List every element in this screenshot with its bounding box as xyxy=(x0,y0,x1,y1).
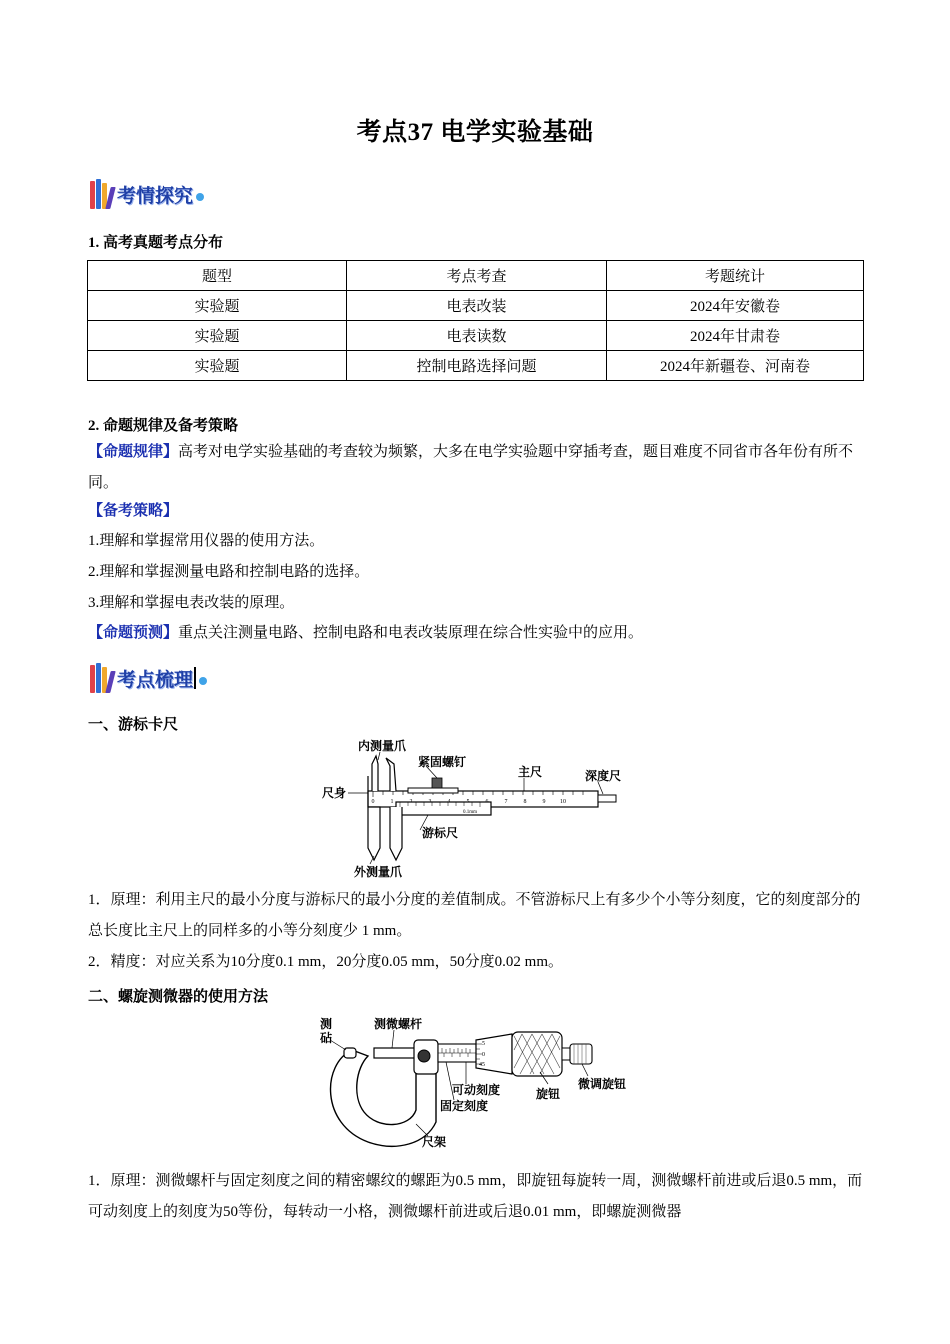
main-scale-number: 8 xyxy=(523,799,527,805)
section-heading: 2. 命题规律及备考策略 xyxy=(88,418,239,434)
section-heading: 1. 高考真题考点分布 xyxy=(88,235,224,251)
label-fine-knob: 微调旋钮 xyxy=(578,1077,627,1091)
table-cell: 2024年甘肃卷 xyxy=(607,321,864,351)
table-header-cell: 考题统计 xyxy=(607,261,864,291)
label-screw: 紧固螺钉 xyxy=(418,755,467,769)
strategy-tag-line xyxy=(88,496,866,527)
label-anvil-2: 砧 xyxy=(320,1031,333,1045)
table-header-row xyxy=(88,261,864,291)
main-scale-number: 9 xyxy=(542,799,546,805)
badge-label: 考点梳理 xyxy=(117,668,194,691)
vernier-tick-label: 0.1mm xyxy=(463,810,478,815)
table-row xyxy=(88,291,864,321)
label-spindle: 测微螺杆 xyxy=(374,1017,423,1031)
strategy-item: 1.理解和掌握常用仪器的使用方法。 xyxy=(88,533,325,549)
label-frame: 尺架 xyxy=(422,1135,447,1149)
thimble-number: 0 xyxy=(482,1052,485,1058)
section-badge-kaodian xyxy=(90,661,207,695)
rule-paragraph xyxy=(88,437,866,499)
label-body: 尺身 xyxy=(322,786,347,800)
badge-label: 考情探究 xyxy=(117,184,194,207)
section-badge-kaoqing xyxy=(90,177,204,211)
text-cursor xyxy=(194,667,196,689)
label-depth: 深度尺 xyxy=(585,769,622,783)
strategy-tag: 【备考策略】 xyxy=(88,503,179,519)
books-icon xyxy=(90,179,113,209)
section-heading: 二、螺旋测微器的使用方法 xyxy=(88,989,269,1005)
label-knob: 旋钮 xyxy=(536,1087,561,1101)
rule-text: 高考对电学实验基础的考查较为频繁，大多在电学实验题中穿插考查，题目难度不同省市各年份有所不同。 xyxy=(88,444,854,491)
label-inner-jaw: 内测量爪 xyxy=(358,739,407,753)
label-thimble-scale: 可动刻度 xyxy=(452,1083,501,1097)
caliper-precision: 2．精度：对应关系为10分度0.1 mm，20分度0.05 mm，50分度0.02 mm。 xyxy=(88,954,564,970)
main-scale-number: 7 xyxy=(504,799,508,805)
predict-paragraph xyxy=(88,618,866,649)
vernier-caliper-figure xyxy=(318,736,628,880)
table-cell: 实验题 xyxy=(88,351,347,381)
rule-tag: 【命题规律】 xyxy=(88,444,179,460)
page-title: 考点37 电学实验基础 xyxy=(356,119,594,146)
micrometer-figure xyxy=(316,1012,640,1158)
label-outer-jaw: 外测量爪 xyxy=(354,865,403,879)
table-header-cell: 考点考查 xyxy=(347,261,607,291)
table-cell: 实验题 xyxy=(88,321,347,351)
main-scale-number: 10 xyxy=(560,799,566,805)
strategy-item: 3.理解和掌握电表改装的原理。 xyxy=(88,595,295,611)
predict-text: 重点关注测量电路、控制电路和电表改装原理在综合性实验中的应用。 xyxy=(178,625,644,641)
table-cell: 2024年新疆卷、河南卷 xyxy=(607,351,864,381)
table-cell: 电表读数 xyxy=(347,321,607,351)
table-row xyxy=(88,321,864,351)
dot-icon xyxy=(199,677,207,685)
table-cell: 2024年安徽卷 xyxy=(607,291,864,321)
exam-distribution-table xyxy=(87,260,864,381)
label-fixed-scale: 固定刻度 xyxy=(440,1099,489,1113)
micrometer-principle: 1．原理：测微螺杆与固定刻度之间的精密螺纹的螺距为0.5 mm，即旋钮每旋转一周，测微螺杆前进或后退0.5 mm，而可动刻度上的刻度为50等份，每转动一小格，测微螺杆前进或后退0.01 mm，即螺旋测微器 xyxy=(88,1173,863,1220)
dot-icon xyxy=(196,193,204,201)
table-cell: 控制电路选择问题 xyxy=(347,351,607,381)
table-header-cell: 题型 xyxy=(88,261,347,291)
label-vernier: 游标尺 xyxy=(422,826,459,840)
caliper-principle: 1．原理：利用主尺的最小分度与游标尺的最小分度的差值制成。不管游标尺上有多少个小等分刻度，它的刻度部分的总长度比主尺上的同样多的小等分刻度少 1 mm。 xyxy=(88,892,861,939)
main-scale-number: 1 xyxy=(390,799,394,805)
predict-tag: 【命题预测】 xyxy=(88,625,179,641)
label-anvil-1: 测 xyxy=(320,1017,333,1031)
main-scale-number: 0 xyxy=(371,799,375,805)
table-row xyxy=(88,351,864,381)
strategy-item: 2.理解和掌握测量电路和控制电路的选择。 xyxy=(88,564,370,580)
label-main-scale: 主尺 xyxy=(518,765,543,779)
thimble-number: 45 xyxy=(479,1062,485,1068)
books-icon xyxy=(90,663,113,693)
table-cell: 电表改装 xyxy=(347,291,607,321)
thimble-number: 5 xyxy=(482,1041,485,1047)
section-heading: 一、游标卡尺 xyxy=(88,717,179,733)
table-cell: 实验题 xyxy=(88,291,347,321)
